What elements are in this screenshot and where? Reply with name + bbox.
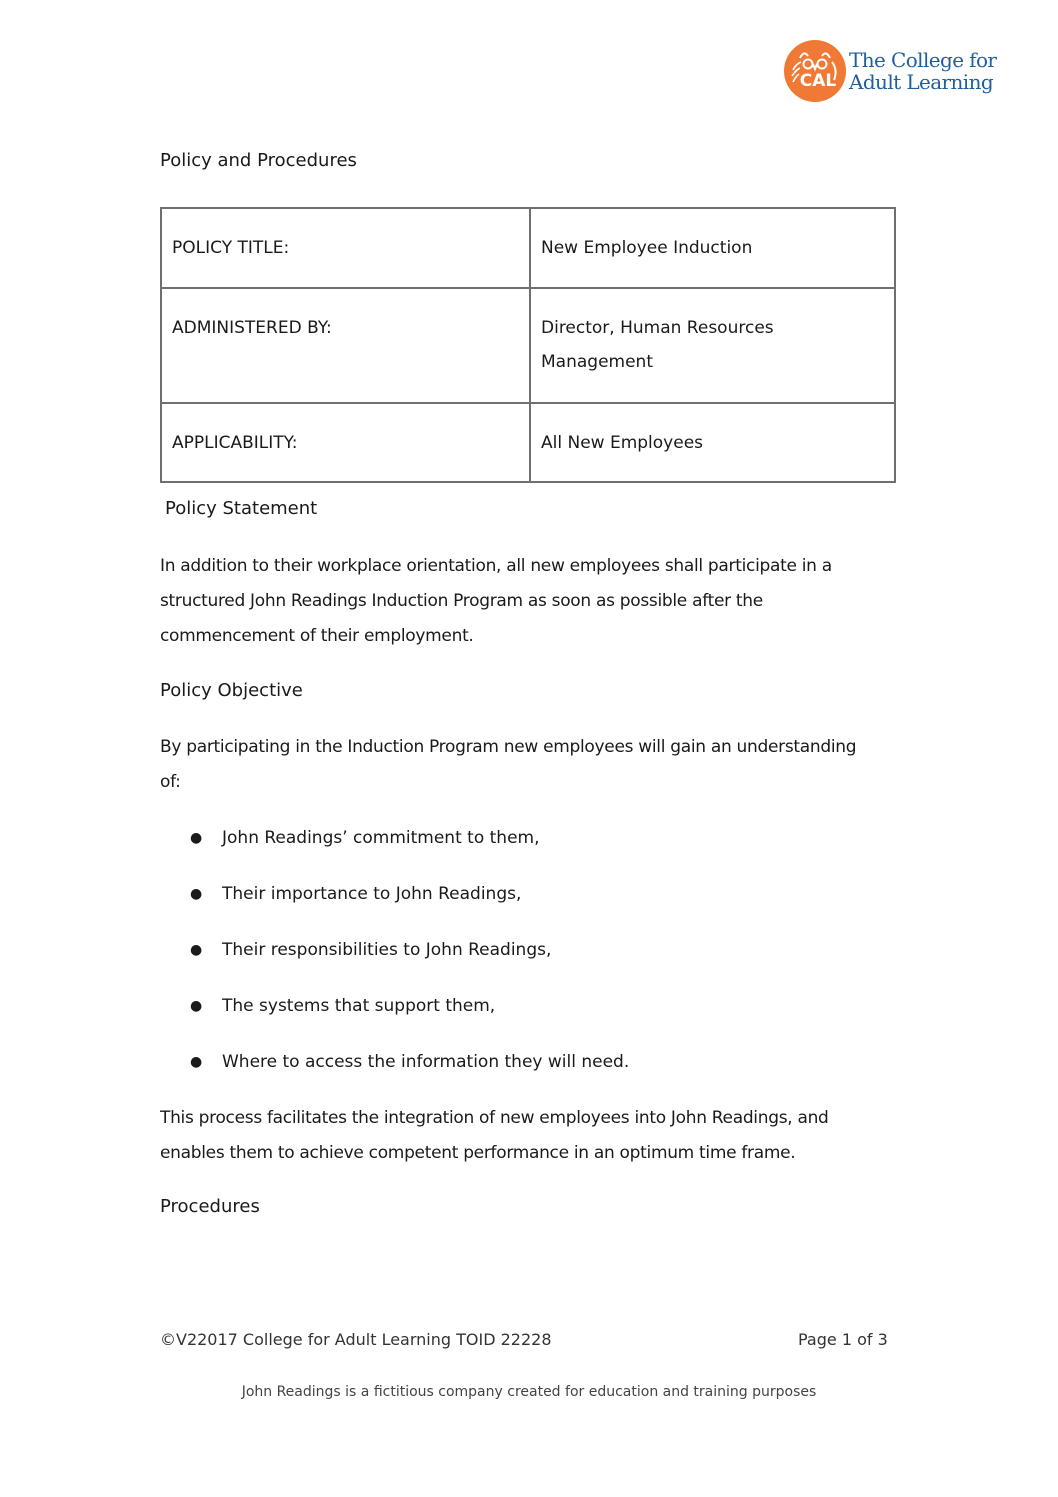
table-row (161, 208, 895, 288)
logo-line-1: The College for (849, 48, 997, 72)
footer-copyright: ©V22017 College for Adult Learning TOID 22228 (160, 1330, 552, 1349)
list-item (160, 934, 629, 990)
policy-objective-heading: Policy Objective (160, 680, 303, 701)
administered-by-line-1: Director, Human Resources (541, 318, 774, 338)
policy-title-value: New Employee Induction (530, 208, 895, 288)
policy-title-label: POLICY TITLE: (161, 208, 530, 288)
college-logo (784, 40, 996, 102)
text-line: In addition to their workplace orientation, all new employees shall participate in a (160, 556, 832, 576)
bullet-icon: ● (190, 1054, 203, 1070)
footer-page-number: Page 1 of 3 (798, 1330, 888, 1349)
administered-by-label: ADMINISTERED BY: (161, 288, 530, 403)
administered-by-value (530, 288, 895, 403)
text-line: commencement of their employment. (160, 626, 474, 646)
list-item-text: Their responsibilities to John Readings, (222, 940, 552, 960)
policy-objective-intro (160, 730, 900, 800)
text-line: By participating in the Induction Program new employees will gain an understanding (160, 737, 857, 757)
logo-wordmark (849, 49, 996, 93)
text-line: of: (160, 772, 181, 792)
footer-disclaimer: John Readings is a fictitious company created for education and training purposes (241, 1384, 817, 1400)
table-row (161, 403, 895, 482)
list-item-text: Their importance to John Readings, (222, 884, 522, 904)
logo-badge-text: CAL (799, 71, 837, 91)
logo-line-2: Adult Learning (849, 70, 994, 94)
objective-list (160, 822, 629, 1102)
bullet-icon: ● (190, 886, 203, 902)
text-line: enables them to achieve competent performance in an optimum time frame. (160, 1143, 796, 1163)
bullet-icon: ● (190, 830, 203, 846)
document-heading: Policy and Procedures (160, 150, 357, 171)
procedures-heading: Procedures (160, 1196, 260, 1217)
list-item (160, 990, 629, 1046)
policy-statement-heading: Policy Statement (165, 498, 318, 519)
owl-badge-icon (784, 40, 846, 102)
list-item (160, 1046, 629, 1102)
bullet-icon: ● (190, 942, 203, 958)
list-item-text: The systems that support them, (222, 996, 496, 1016)
text-line: This process facilitates the integration of new employees into John Readings, and (160, 1108, 829, 1128)
applicability-value: All New Employees (530, 403, 895, 482)
policy-statement-text (160, 549, 900, 654)
administered-by-line-2: Management (541, 352, 653, 372)
bullet-icon: ● (190, 998, 203, 1014)
applicability-label: APPLICABILITY: (161, 403, 530, 482)
text-line: structured John Readings Induction Program as soon as possible after the (160, 591, 763, 611)
policy-info-table (160, 207, 896, 483)
policy-objective-closing (160, 1101, 900, 1171)
list-item (160, 878, 629, 934)
list-item (160, 822, 629, 878)
list-item-text: Where to access the information they will need. (222, 1052, 630, 1072)
list-item-text: John Readings’ commitment to them, (222, 828, 540, 848)
table-row (161, 288, 895, 403)
